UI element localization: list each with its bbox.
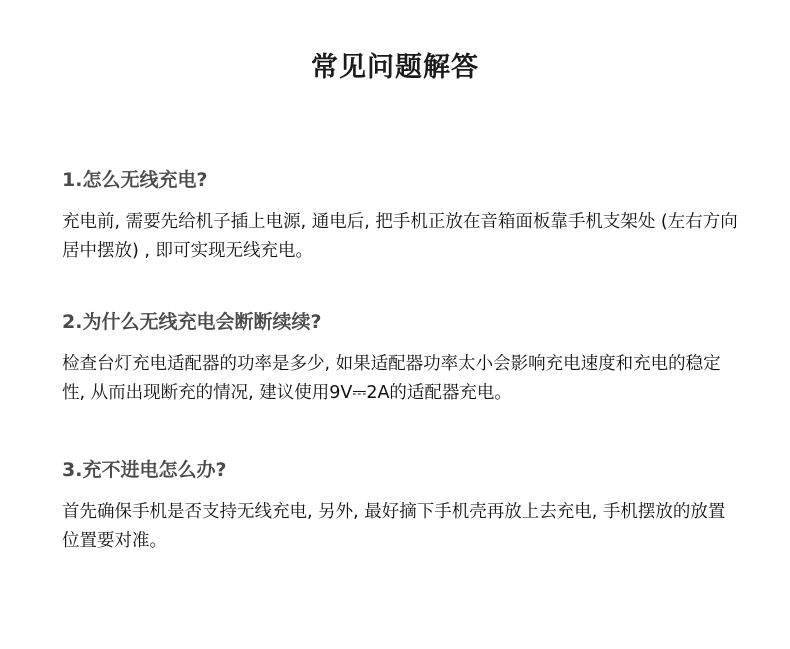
- faq-question: 1.怎么无线充电?: [62, 169, 208, 191]
- page-title: 常见问题解答: [311, 52, 479, 84]
- faq-item-charging-how: [62, 166, 742, 266]
- faq-answer: 充电前, 需要先给机子插上电源, 通电后, 把手机正放在音箱面板靠手机支架处 (左右方向居中摆放) , 即可实现无线充电。: [62, 212, 738, 261]
- faq-item-intermittent-charging: [62, 308, 742, 408]
- faq-question: 2.为什么无线充电会断断续续?: [62, 311, 322, 333]
- faq-question: 3.充不进电怎么办?: [62, 459, 227, 481]
- faq-answer: 首先确保手机是否支持无线充电, 另外, 最好摘下手机壳再放上去充电, 手机摆放的放置位置要对准。: [62, 502, 726, 551]
- faq-answer: 检查台灯充电适配器的功率是多少, 如果适配器功率太小会影响充电速度和充电的稳定性, 从而出现断充的情况, 建议使用9V⎓2A的适配器充电。: [62, 354, 721, 403]
- faq-item-not-charging: [62, 456, 742, 556]
